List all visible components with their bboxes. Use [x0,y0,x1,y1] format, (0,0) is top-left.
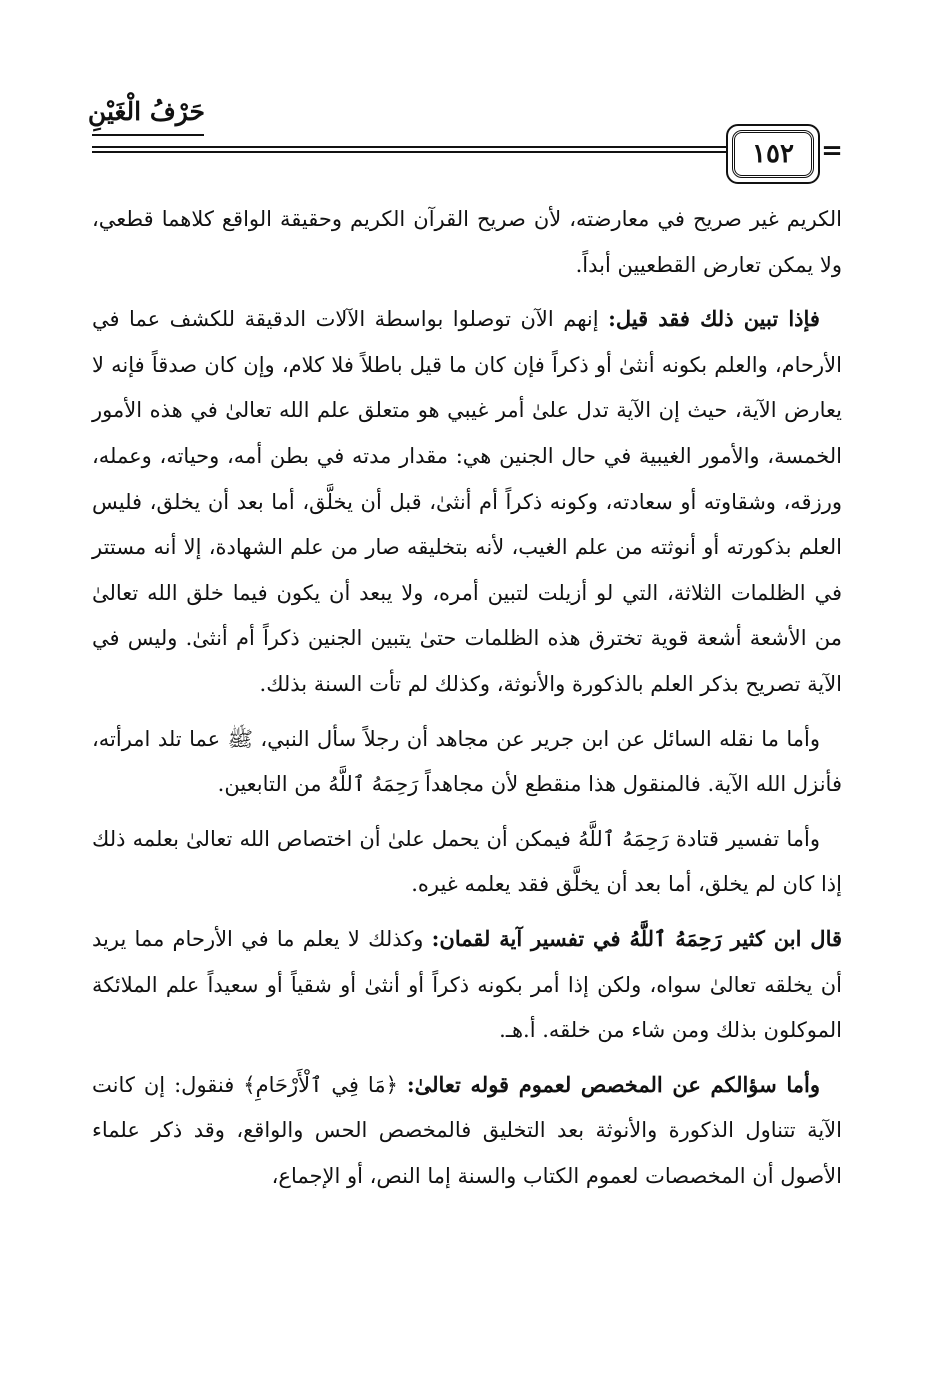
paragraph-1 [92,196,842,288]
paragraph-5-text: وكذلك لا يعلم ما في الأرحام مما يريد أن يخلقه تعالىٰ سواه، ولكن إذا أمر بكونه ذكراً أو أنثىٰ أو شقياً أو سعيداً علم الملائكة الموكلون بذلك ومن شاء من خلقه. أ.هـ. [92,926,842,1043]
paragraph-2 [92,296,842,707]
header-equals-mark: = [821,136,843,166]
running-title: حَرْفُ الْغَيْنِ [87,97,205,126]
paragraph-5 [92,916,842,1054]
paragraph-2-text: إنهم الآن توصلوا بواسطة الآلات الدقيقة للكشف عما في الأرحام، والعلم بكونه أنثىٰ أو ذكراً فإن كان ما قيل باطلاً فلا كلام، وإن كان صدقاً فإنه لا يعارض الآية، حيث إن الآية تدل علىٰ أمر غيبي هو متعلق علم الله تعالىٰ في هذه الأمور الخمسة، والأمور الغيبية في حال الجنين هي: مقدار مدته في بطن أمه، وحياته، وعمله، ورزقه، وشقاوته أو سعادته، وكونه ذكراً أم أنثىٰ، قبل أن يخلَّق، أما بعد أن يخلق، فليس العلم بذكورته أو أنوثته من علم الغيب، لأنه بتخليقه صار من علم الشهادة، إلا أنه مستتر في الظلمات الثلاثة، التي لو أزيلت لتبين أمره، ولا يبعد أن يكون فيما خلق الله تعالىٰ من الأشعة أشعة قوية تخترق هذه الظلمات حتىٰ يتبين الجنين ذكراً أم أنثىٰ. وليس في الآية تصريح بذكر العلم بالذكورة والأنوثة، وكذلك لم تأت السنة بذلك. [92,307,842,696]
paragraph-3-text: وأما ما نقله السائل عن ابن جرير عن مجاهد أن رجلاً سأل النبي، ﷺ عما تلد امرأته، فأنزل الله الآية. فالمنقول هذا منقطع لأن مجاهداً رَحِمَهُ ٱللَّهُ من التابعين. [92,726,842,797]
header-rule [92,130,732,178]
header-rule-lines [92,130,732,178]
paragraph-2-lead: فإذا تبين ذلك فقد قيل: [608,306,820,332]
paragraph-1-text: الكريم غير صريح في معارضته، لأن صريح القرآن الكريم وحقيقة الواقع كلاهما قطعي، ولا يمكن تعارض القطعيين أبداً. [92,207,842,277]
paragraph-4 [92,816,842,908]
paragraph-6-lead: وأما سؤالكم عن المخصص لعموم قوله تعالىٰ: [406,1071,821,1097]
body-text [92,196,842,1199]
paragraph-6-text: ﴿مَا فِي ٱلْأَرْحَامِ﴾ فنقول: إن كانت الآية تتناول الذكورة والأنوثة بعد التخليق فالمخصص الحس والواقع، وقد ذكر علماء الأصول أن المخصصات لعموم الكتاب والسنة إما النص، أو الإجماع، [92,1072,842,1188]
paragraph-3 [92,716,842,808]
paragraph-4-text: وأما تفسير قتادة رَحِمَهُ ٱللَّهُ فيمكن أن يحمل علىٰ أن اختصاص الله تعالىٰ بعلمه ذلك إذا كان لم يخلق، أما بعد أن يخلَّق فقد يعلمه غيره. [92,826,842,897]
page-number: ١٥٢ [732,130,814,178]
paragraph-5-lead: قال ابن كثير رَحِمَهُ ٱللَّهُ في تفسير آية لقمان: [431,925,842,951]
paragraph-6 [92,1062,842,1200]
